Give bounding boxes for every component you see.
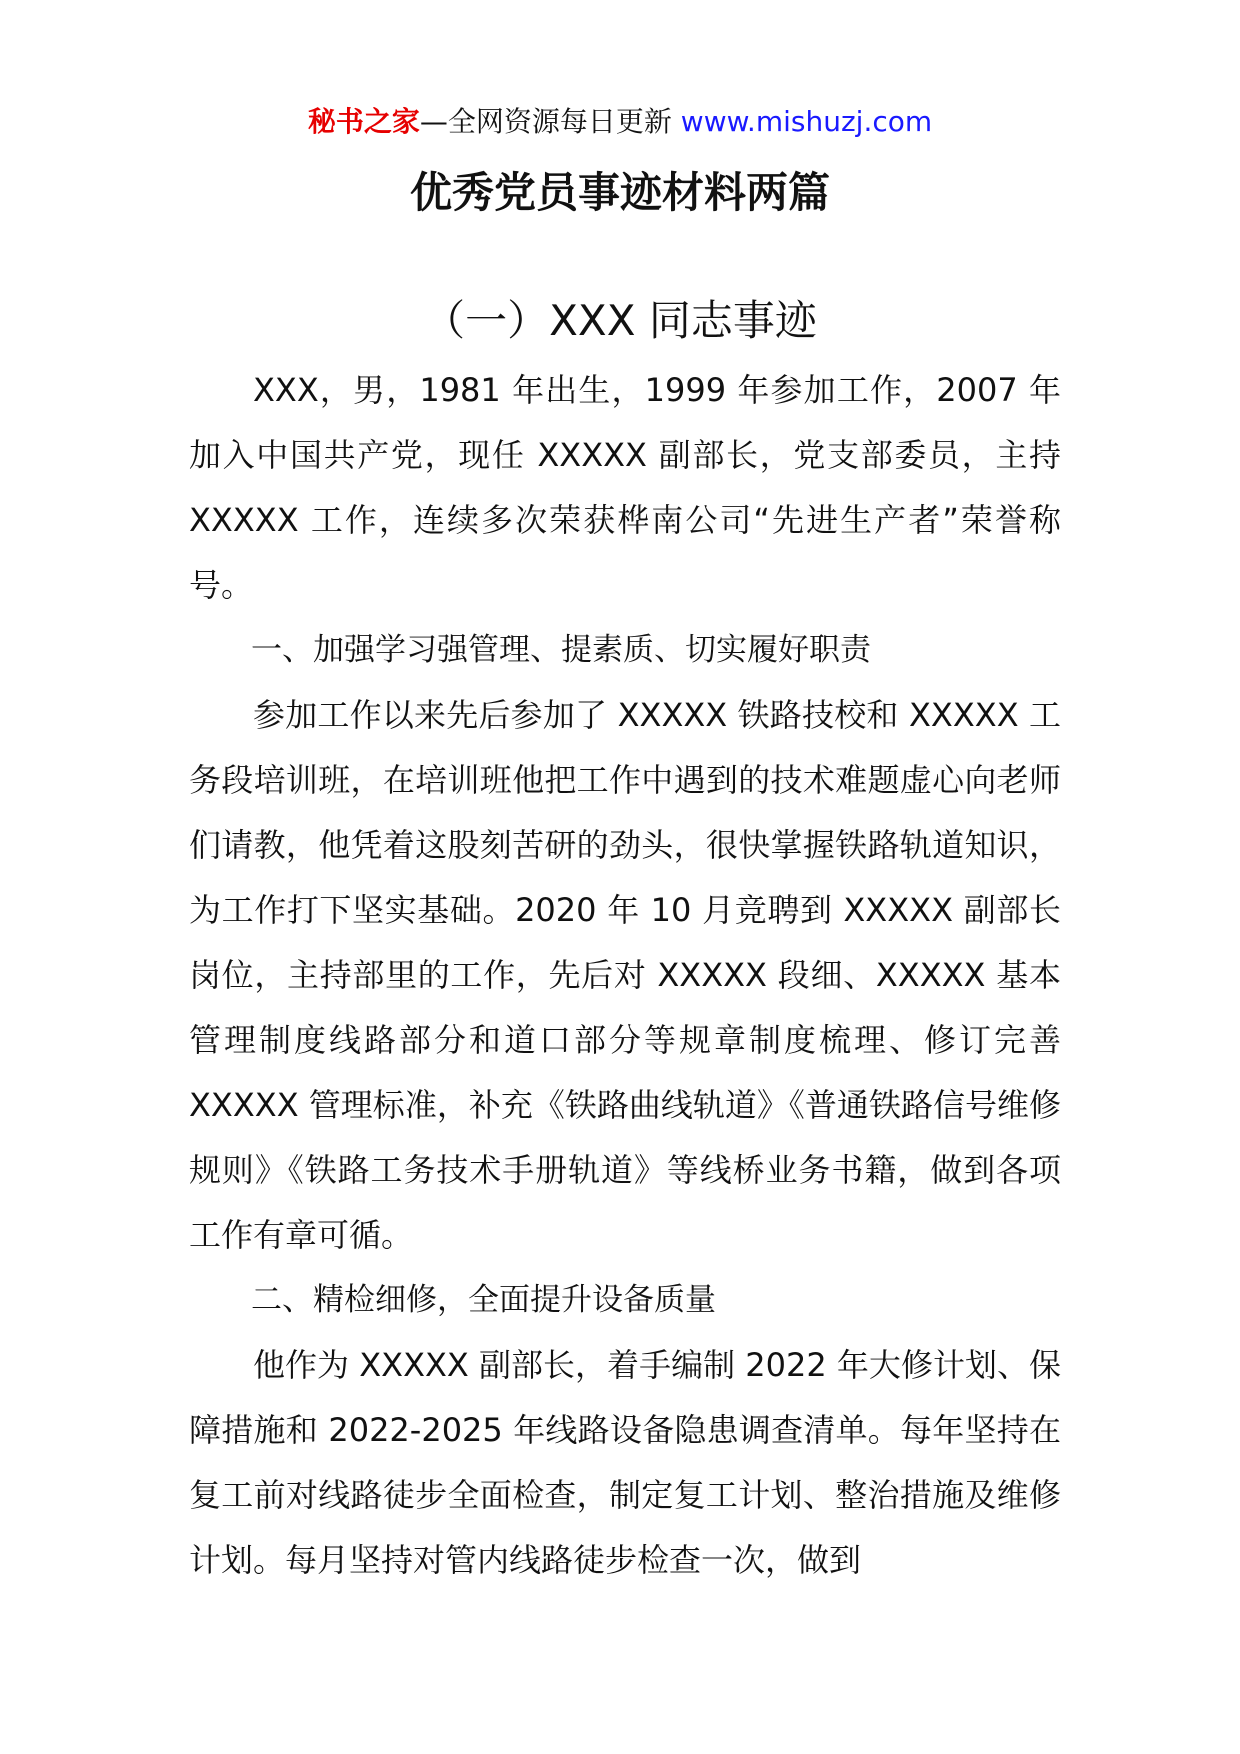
paragraph-maintenance: 他作为 XXXXX 副部长，着手编制 2022 年大修计划、保障措施和 2022-2025 年线路设备隐患调查清单。每年坚持在复工前对线路徒步全面检查，制定复工计划、整治措施及维修计划。每月坚持对管内线路徒步检查一次，做到	[189, 1346, 1061, 1579]
paragraph-heading-1: 一、加强学习强管理、提素质、切实履好职责	[251, 632, 871, 668]
site-tagline: —全网资源每日更新	[419, 105, 672, 138]
paragraph-study: 参加工作以来先后参加了 XXXXX 铁路技校和 XXXXX 工务段培训班，在培训班他把工作中遇到的技术难题虚心向老师们请教，他凭着这股刻苦研的劲头，很快掌握铁路轨道知识，为工作打下坚实基础。2020 年 10 月竞聘到 XXXXX 副部长岗位，主持部里的工作，先后对 XXXXX 段细、XXXXX 基本管理制度线路部分和道口部分等规章制度梳理、修订完善 XXXXX 管理标准，补充《铁路曲线轨道》《普通铁路信号维修规则》《铁路工务技术手册轨道》等线桥业务书籍，做到各项工作有章可循。	[189, 696, 1061, 1254]
site-brand: 秘书之家	[307, 105, 420, 138]
document-title: 优秀党员事迹材料两篇	[409, 168, 830, 217]
paragraph-intro: XXX，男，1981 年出生，1999 年参加工作，2007 年加入中国共产党，现任 XXXXX 副部长，党支部委员，主持 XXXXX 工作，连续多次荣获桦南公司“先进生产者”荣誉称号。	[189, 371, 1061, 604]
document-body	[189, 358, 1061, 1593]
site-header	[0, 102, 1240, 142]
section-title: （一）XXX 同志事迹	[423, 296, 817, 345]
site-url-link[interactable]: www.mishuzj.com	[680, 105, 933, 138]
paragraph-heading-2: 二、精检细修，全面提升设备质量	[251, 1282, 716, 1318]
